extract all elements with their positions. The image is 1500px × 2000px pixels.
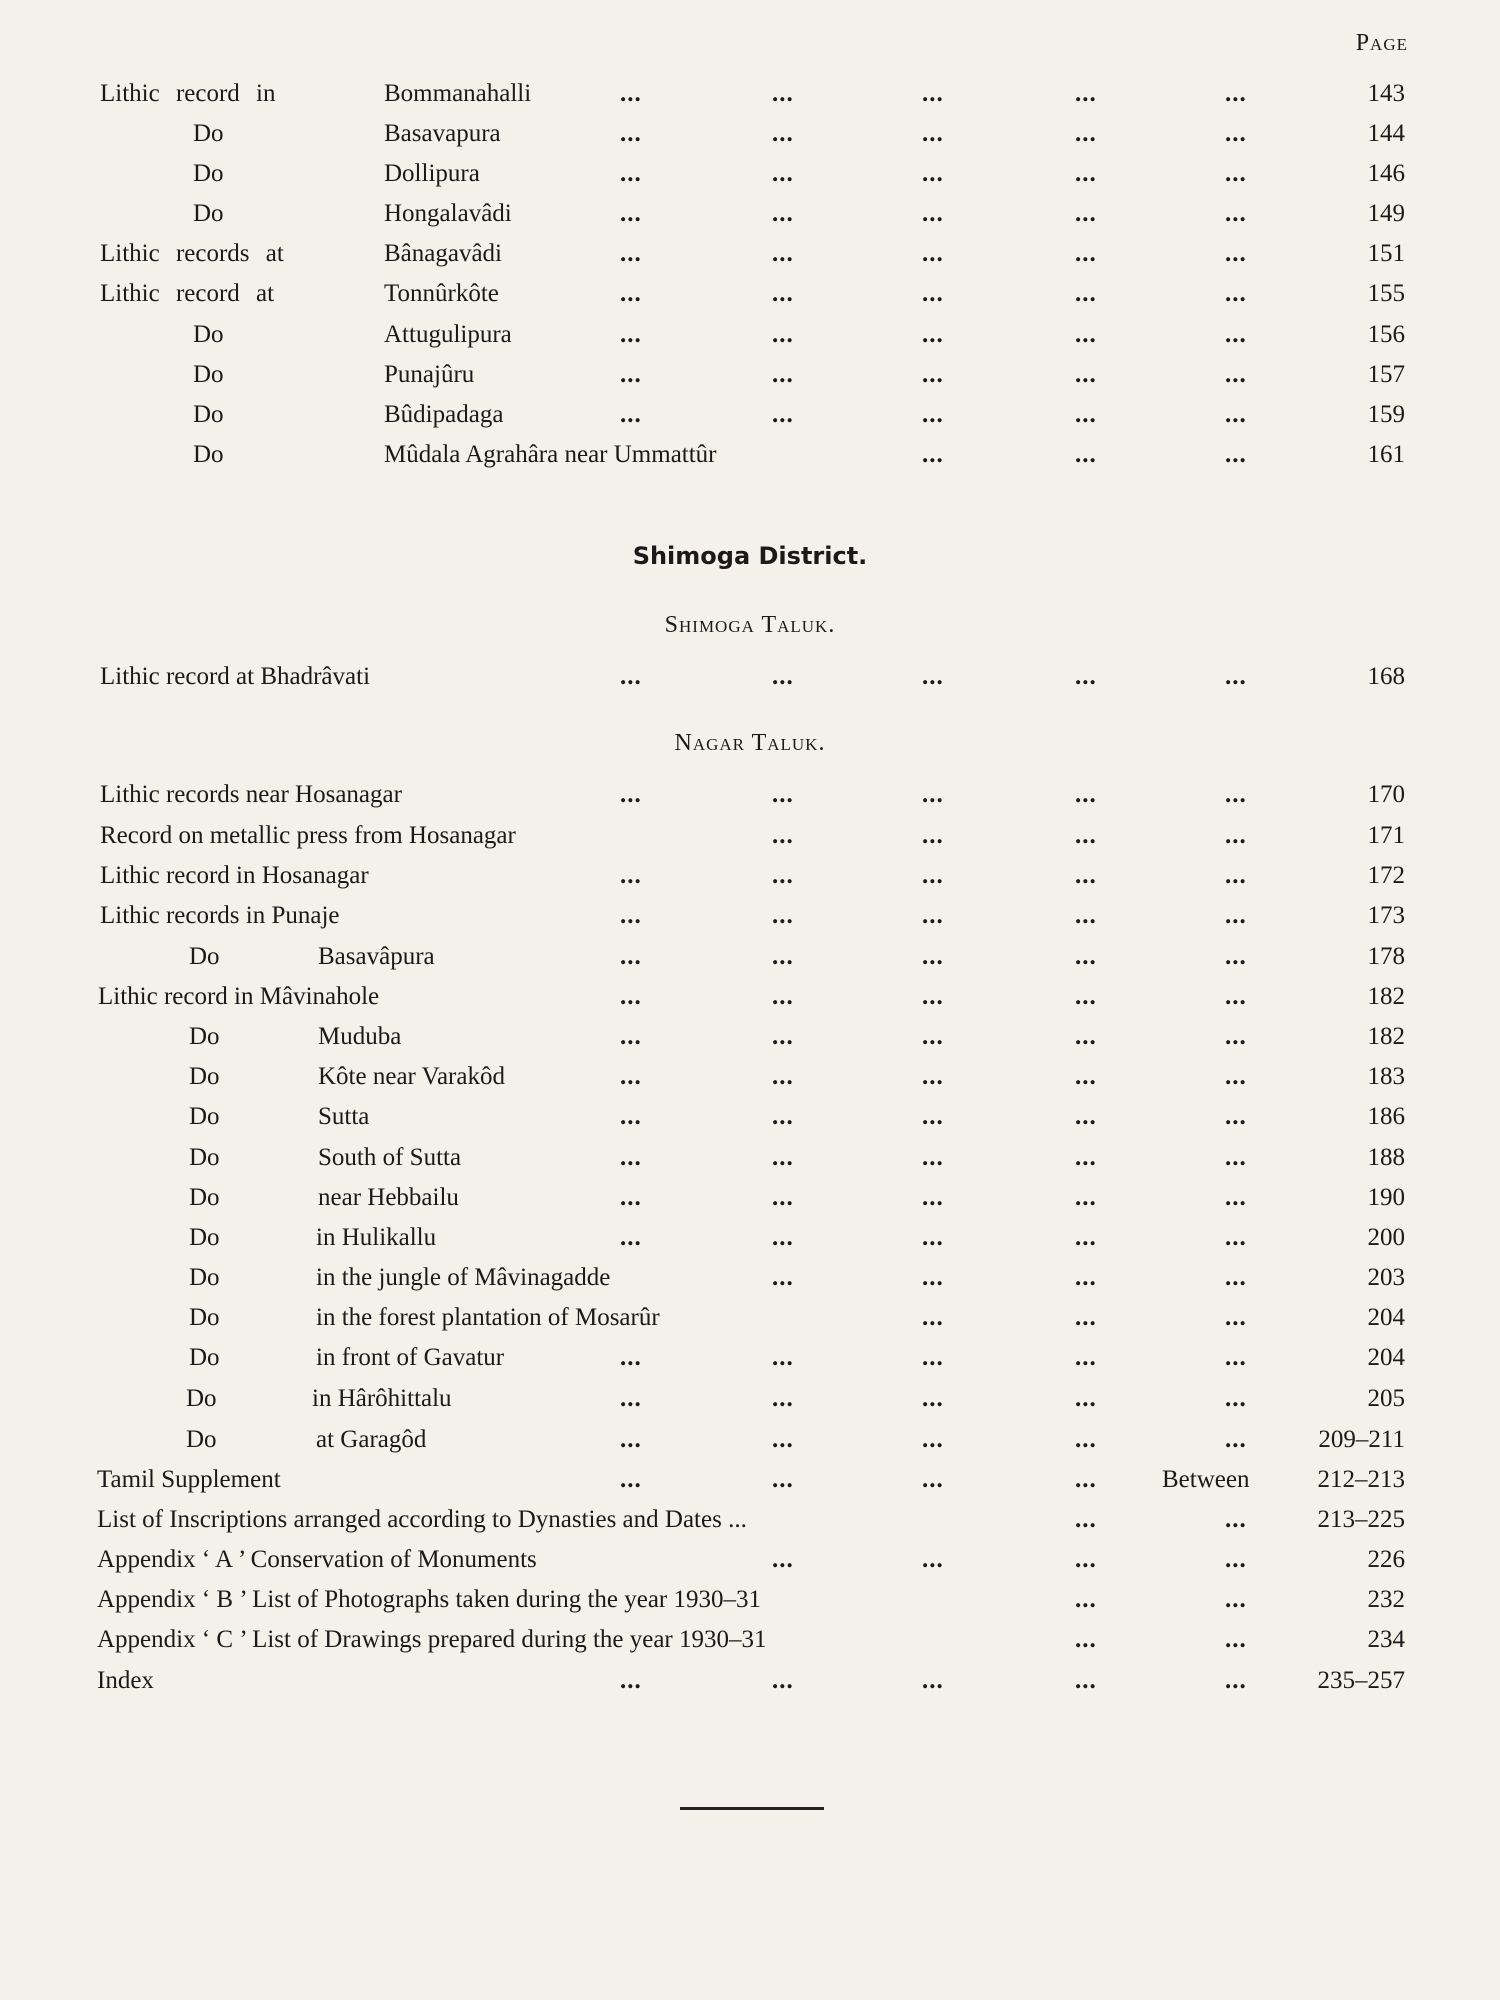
- entry-prefix: Do: [189, 1344, 220, 1371]
- entry-page: 204: [1367, 1304, 1405, 1331]
- entry-page: 178: [1367, 943, 1405, 970]
- list-item: Do Sutta ... ... ... ... ... 186: [0, 1101, 1500, 1133]
- entry-place: Sutta: [318, 1103, 370, 1130]
- list-item: Do Bûdipadaga ... ... ... ... ... 159: [0, 399, 1500, 431]
- list-item: Do in the jungle of Mâvinagadde ... ... ... ... 203: [0, 1262, 1500, 1294]
- entry-text: List of Inscriptions arranged according to Dynasties and Dates ...: [97, 1506, 747, 1533]
- entry-page: 205: [1367, 1385, 1405, 1412]
- entry-place: Attugulipura: [384, 321, 512, 348]
- entry-prefix: Do: [186, 1426, 217, 1453]
- list-item: Do in front of Gavatur ... ... ... ... ... 204: [0, 1342, 1500, 1374]
- list-item: Lithic record at Bhadrâvati ... ... ... ... ... 168: [0, 661, 1500, 693]
- entry-prefix: Do: [189, 943, 220, 970]
- entry-page: 144: [1367, 120, 1405, 147]
- entry-prefix: Lithic record in Mâvinahole: [98, 983, 380, 1010]
- list-item: Do Basavapura ... ... ... ... ... 144: [0, 118, 1500, 150]
- list-item: Do Kôte near Varakôd ... ... ... ... ... 183: [0, 1061, 1500, 1093]
- entry-page: 226: [1367, 1546, 1405, 1573]
- list-item: Do Punajûru ... ... ... ... ... 157: [0, 359, 1500, 391]
- entry-prefix: Lithic records near Hosanagar: [100, 781, 402, 808]
- list-item: Lithic record in Mâvinahole ... ... ... ... ... 182: [0, 981, 1500, 1013]
- entry-page: 172: [1367, 862, 1405, 889]
- entry-text: Index: [97, 1667, 154, 1694]
- list-item: Do Dollipura ... ... ... ... ... 146: [0, 158, 1500, 190]
- entry-prefix: Do: [193, 160, 224, 187]
- entry-prefix: Do: [193, 120, 224, 147]
- entry-text: Appendix ‘ B ’ List of Photographs taken during the year 1930–31: [97, 1586, 762, 1613]
- closing-rule: [680, 1807, 824, 1810]
- entry-page: 190: [1367, 1184, 1405, 1211]
- entry-prefix: Lithic record in Hosanagar: [100, 862, 369, 889]
- entry-page: 204: [1367, 1344, 1405, 1371]
- entry-prefix: Do: [193, 200, 224, 227]
- entry-page: 157: [1367, 361, 1405, 388]
- entry-text: Lithic record at Bhadrâvati: [100, 663, 371, 690]
- list-item: Record on metallic press from Hosanagar ... ... ... ... 171: [0, 820, 1500, 852]
- entry-note: Between: [1162, 1466, 1250, 1493]
- list-item: Do at Garagôd ... ... ... ... ... 209–211: [0, 1424, 1500, 1456]
- entry-page: 235–257: [1317, 1667, 1405, 1694]
- entry-page: 151: [1367, 240, 1405, 267]
- entry-prefix: Do: [186, 1385, 217, 1412]
- entry-prefix: Do: [189, 1063, 220, 1090]
- entry-prefix: Do: [189, 1304, 220, 1331]
- district-heading: Shimoga District.: [632, 542, 868, 570]
- list-item: Lithic records at Bânagavâdi ... ... ... ... ... 151: [0, 238, 1500, 270]
- list-item: Do South of Sutta ... ... ... ... ... 188: [0, 1142, 1500, 1174]
- nagar-taluk-heading: Nagar Taluk.: [674, 730, 826, 756]
- entry-prefix: Do: [193, 321, 224, 348]
- list-item: Tamil Supplement ... ... ... ... Between 212–213: [0, 1464, 1500, 1496]
- list-item: Lithic record at Tonnûrkôte ... ... ... ... ... 155: [0, 278, 1500, 310]
- entry-text: Appendix ‘ A ’ Conservation of Monuments: [97, 1546, 537, 1573]
- list-item: Appendix ‘ C ’ List of Drawings prepared during the year 1930–31 ... ... 234: [0, 1624, 1500, 1656]
- list-item: Do in Hârôhittalu ... ... ... ... ... 205: [0, 1383, 1500, 1415]
- entry-text: Tamil Supplement: [97, 1466, 281, 1493]
- entry-page: 209–211: [1318, 1426, 1405, 1453]
- entry-place: Muduba: [318, 1023, 402, 1050]
- list-item: Appendix ‘ B ’ List of Photographs taken during the year 1930–31 ... ... 232: [0, 1584, 1500, 1616]
- list-item: Do in the forest plantation of Mosarûr ... ... ... 204: [0, 1302, 1500, 1334]
- entry-place: Basavâpura: [318, 943, 435, 970]
- list-item: Do Muduba ... ... ... ... ... 182: [0, 1021, 1500, 1053]
- entry-place: Basavapura: [384, 120, 501, 147]
- page-column-label: Page: [1355, 30, 1408, 56]
- entry-place: Tonnûrkôte: [384, 280, 499, 307]
- entry-page: 188: [1367, 1144, 1405, 1171]
- list-item: Lithic records near Hosanagar ... ... ... ... ... 170: [0, 779, 1500, 811]
- entry-place: near Hebbailu: [318, 1184, 459, 1211]
- entry-place: Punajûru: [384, 361, 475, 388]
- entry-place: in Hârôhittalu: [312, 1385, 452, 1412]
- entry-place: South of Sutta: [318, 1144, 462, 1171]
- entry-prefix: Lithic records in Punaje: [100, 902, 340, 929]
- list-item: Do near Hebbailu ... ... ... ... ... 190: [0, 1182, 1500, 1214]
- entry-page: 146: [1367, 160, 1405, 187]
- entry-place: Mûdala Agrahâra near Ummattûr: [384, 441, 717, 468]
- entry-prefix: Do: [189, 1184, 220, 1211]
- entry-page: 156: [1367, 321, 1405, 348]
- entry-page: 234: [1367, 1626, 1405, 1653]
- entry-prefix: Do: [189, 1264, 220, 1291]
- entry-place: in the jungle of Mâvinagadde: [316, 1264, 611, 1291]
- list-item: Do Basavâpura ... ... ... ... ... 178: [0, 941, 1500, 973]
- list-item: Do Mûdala Agrahâra near Ummattûr ... ... ... 161: [0, 439, 1500, 471]
- entry-place: in front of Gavatur: [316, 1344, 505, 1371]
- entry-page: 212–213: [1317, 1466, 1405, 1493]
- list-item: Do Hongalavâdi ... ... ... ... ... 149: [0, 198, 1500, 230]
- entry-prefix: Do: [189, 1144, 220, 1171]
- entry-prefix: Record on metallic press from Hosanagar: [100, 822, 516, 849]
- entry-page: 213–225: [1317, 1506, 1405, 1533]
- entry-place: Dollipura: [384, 160, 480, 187]
- entry-prefix: Do: [189, 1224, 220, 1251]
- entry-prefix: Lithic record at: [100, 280, 275, 307]
- entry-page: 170: [1367, 781, 1405, 808]
- entry-page: 143: [1367, 80, 1405, 107]
- entry-page: 183: [1367, 1063, 1405, 1090]
- entry-place: Hongalavâdi: [384, 200, 512, 227]
- entry-prefix: Do: [189, 1103, 220, 1130]
- entry-prefix: Lithic record in: [100, 80, 276, 107]
- entry-place: at Garagôd: [316, 1426, 427, 1453]
- list-item: Lithic record in Bommanahalli ... ... ... ... ... 143: [0, 78, 1500, 110]
- entry-prefix: Do: [193, 361, 224, 388]
- entry-place: Bûdipadaga: [384, 401, 504, 428]
- entry-page: 182: [1367, 1023, 1405, 1050]
- list-item: Do in Hulikallu ... ... ... ... ... 200: [0, 1222, 1500, 1254]
- entry-page: 232: [1367, 1586, 1405, 1613]
- entry-prefix: Do: [189, 1023, 220, 1050]
- entry-prefix: Lithic records at: [100, 240, 284, 267]
- list-item: Index ... ... ... ... ... 235–257: [0, 1665, 1500, 1697]
- entry-page: 182: [1367, 983, 1405, 1010]
- entry-place: in the forest plantation of Mosarûr: [316, 1304, 660, 1331]
- entry-page: 159: [1367, 401, 1405, 428]
- entry-page: 171: [1367, 822, 1405, 849]
- entry-page: 149: [1367, 200, 1405, 227]
- list-item: Lithic records in Punaje ... ... ... ... ... 173: [0, 900, 1500, 932]
- entry-prefix: Do: [193, 441, 224, 468]
- entry-place: Kôte near Varakôd: [318, 1063, 505, 1090]
- list-item: Lithic record in Hosanagar ... ... ... ... ... 172: [0, 860, 1500, 892]
- entry-page: 161: [1367, 441, 1405, 468]
- list-item: Do Attugulipura ... ... ... ... ... 156: [0, 319, 1500, 351]
- shimoga-taluk-heading: Shimoga Taluk.: [664, 612, 836, 638]
- entry-page: 168: [1367, 663, 1405, 690]
- entry-place: Bommanahalli: [384, 80, 532, 107]
- entry-text: Appendix ‘ C ’ List of Drawings prepared during the year 1930–31: [97, 1626, 767, 1653]
- entry-prefix: Do: [193, 401, 224, 428]
- entry-page: 186: [1367, 1103, 1405, 1130]
- entry-page: 173: [1367, 902, 1405, 929]
- entry-page: 155: [1367, 280, 1405, 307]
- list-item: Appendix ‘ A ’ Conservation of Monuments ... ... ... ... 226: [0, 1544, 1500, 1576]
- entry-place: in Hulikallu: [316, 1224, 437, 1251]
- list-item: List of Inscriptions arranged according to Dynasties and Dates ... ... ... 213–225: [0, 1504, 1500, 1536]
- entry-place: Bânagavâdi: [384, 240, 503, 267]
- entry-page: 200: [1367, 1224, 1405, 1251]
- entry-page: 203: [1367, 1264, 1405, 1291]
